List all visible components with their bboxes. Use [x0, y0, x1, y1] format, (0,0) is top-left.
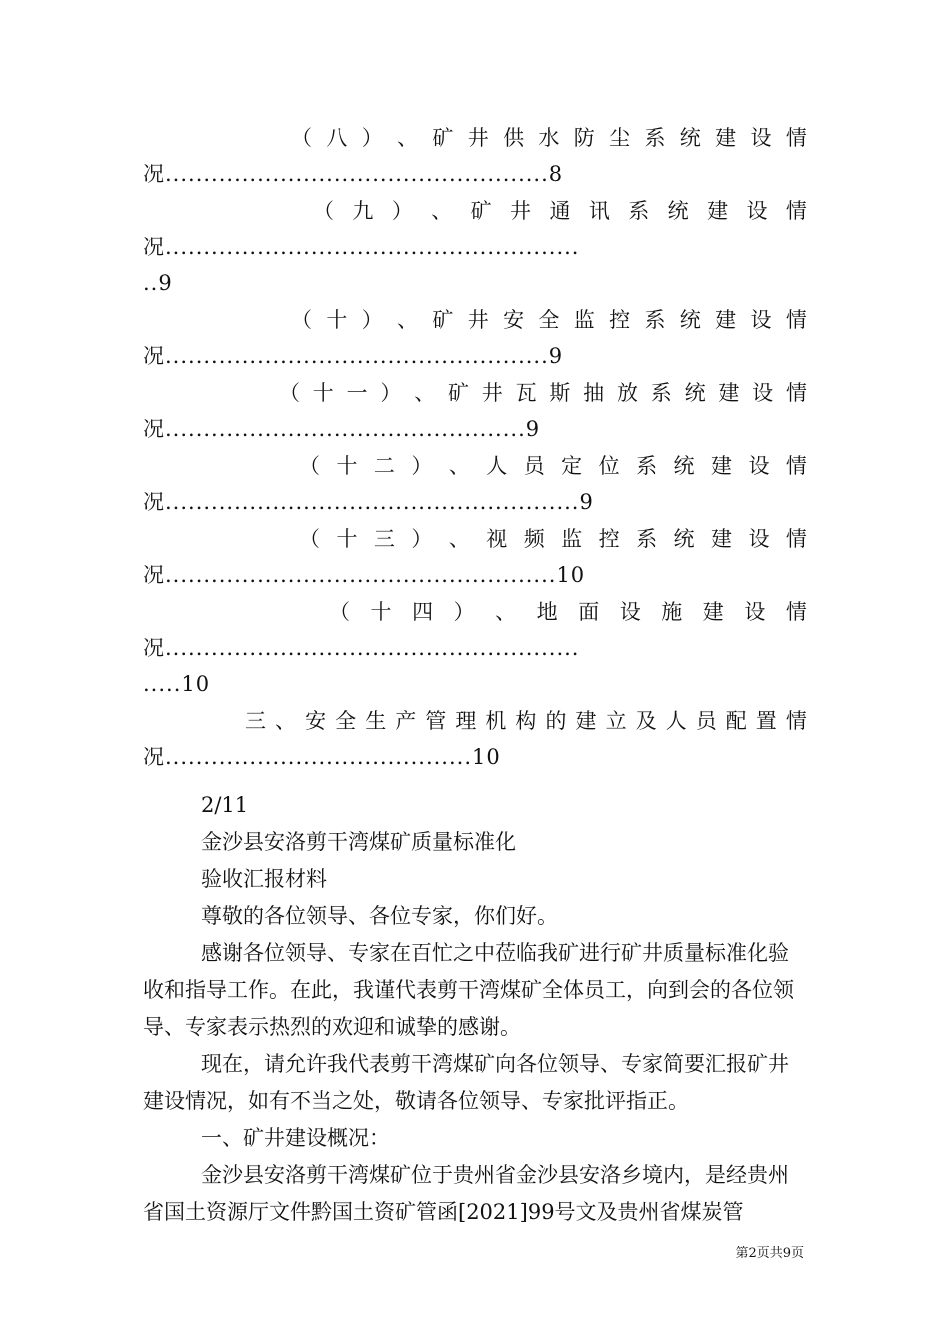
toc-entry[interactable]: [143, 375, 807, 447]
paragraph-introduction: 现在，请允许我代表剪干湾煤矿向各位领导、专家简要汇报矿井建设情况，如有不当之处，敬请各位领导、专家批评指正。: [143, 1052, 789, 1113]
toc-entry[interactable]: [143, 703, 807, 775]
toc-entry-title: （ 十 三 ） 、 视 频 监 控 系 统 建 设 情: [299, 527, 807, 551]
document-title-line-1: 金沙县安洛剪干湾煤矿质量标准化: [201, 830, 516, 854]
toc-entry-title: （ 十 ） 、 矿 井 安 全 监 控 系 统 建 设 情: [291, 308, 807, 332]
toc-entry-title: （ 九 ） 、 矿 井 通 讯 系 统 建 设 情: [313, 199, 807, 223]
toc-entry-title: 三 、 安 全 生 产 管 理 机 构 的 建 立 及 人 员 配 置 情: [245, 709, 807, 733]
toc-entry-title: （ 十 四 ） 、 地 面 设 施 建 设 情: [329, 600, 807, 624]
toc-entry-leader: 况...................................................10: [143, 563, 586, 587]
paragraph-location: 金沙县安洛剪干湾煤矿位于贵州省金沙县安洛乡境内，是经贵州省国土资源厅文件黔国土资矿管函[2021]99号文及贵州省煤炭管: [143, 1163, 789, 1224]
toc-entry[interactable]: [143, 302, 807, 374]
toc-entry[interactable]: [143, 193, 807, 301]
toc-entry-page-number: .....10: [143, 672, 211, 696]
toc-entry[interactable]: [143, 521, 807, 593]
toc-entry-leader: 况......................................................9: [143, 490, 594, 514]
toc-entry[interactable]: [143, 120, 807, 192]
page-marker: 2/11: [201, 793, 249, 817]
toc-entry-title: （ 十 二 ） 、 人 员 定 位 系 统 建 设 情: [299, 454, 807, 478]
toc-entry-leader: 况......................................................: [143, 636, 580, 660]
greeting: 尊敬的各位领导、各位专家，你们好。: [201, 904, 558, 928]
toc-entry-leader: 况...............................................9: [143, 417, 541, 441]
document-title-line-2: 验收汇报材料: [201, 867, 327, 891]
document-body: [143, 787, 807, 1231]
section-heading-overview: 一、矿井建设概况：: [201, 1126, 390, 1150]
toc-entry-page-number: ..9: [143, 271, 173, 295]
toc-entry-leader: 况..................................................8: [143, 162, 564, 186]
page-footer: 第2页共9页: [735, 1246, 804, 1261]
toc-entry-title: （ 十 一 ） 、 矿 井 瓦 斯 抽 放 系 统 建 设 情: [279, 381, 807, 405]
toc-entry[interactable]: [143, 448, 807, 520]
toc-entry-leader: 况..................................................9: [143, 344, 564, 368]
paragraph-thanks: 感谢各位领导、专家在百忙之中莅临我矿进行矿井质量标准化验收和指导工作。在此，我谨代表剪干湾煤矿全体员工，向到会的各位领导、专家表示热烈的欢迎和诚挚的感谢。: [143, 941, 794, 1039]
toc-entry[interactable]: [143, 594, 807, 702]
toc-entry-title: （ 八 ） 、 矿 井 供 水 防 尘 系 统 建 设 情: [291, 126, 807, 150]
toc-entry-leader: 况......................................................: [143, 235, 580, 259]
toc-entry-leader: 况........................................10: [143, 745, 501, 769]
